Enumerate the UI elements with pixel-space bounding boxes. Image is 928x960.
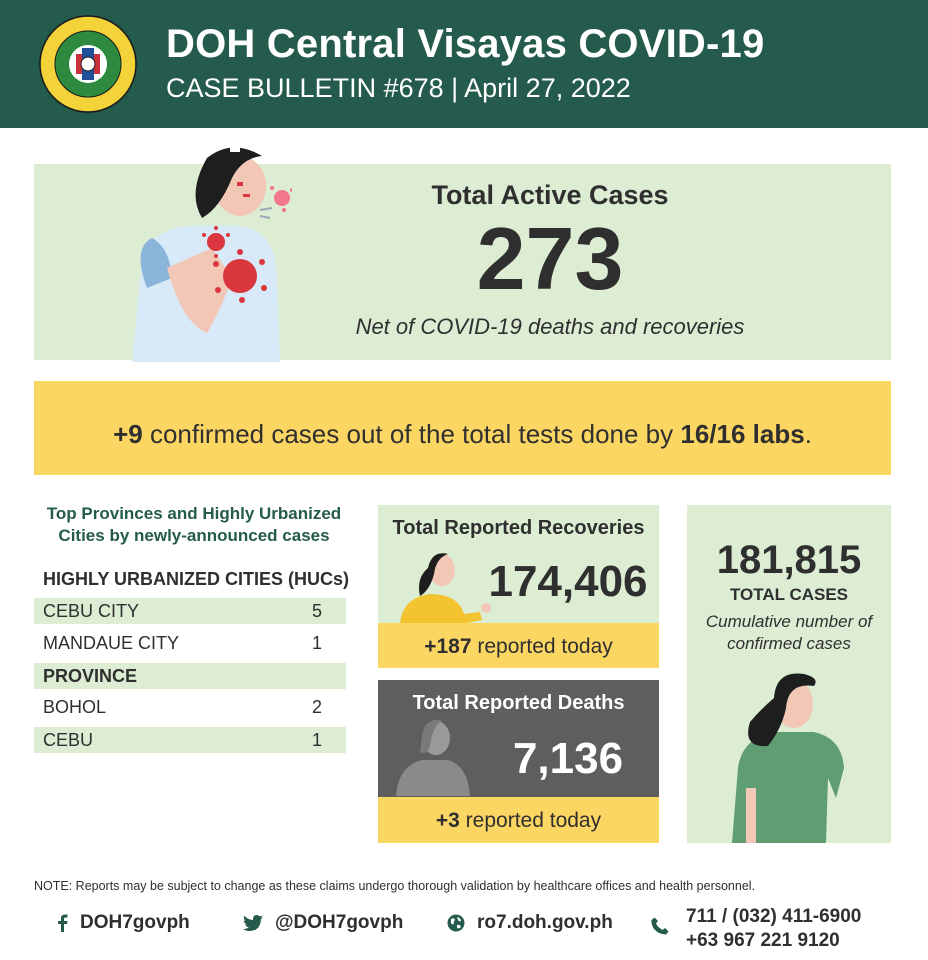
total-cases-label: TOTAL CASES: [729, 585, 849, 604]
table-row: [34, 598, 346, 624]
deaths-today-bar: [378, 797, 659, 843]
phone-number-line-1: 711 / (032) 411-6900: [686, 906, 862, 927]
labs-count: 16/16 labs: [680, 419, 805, 449]
person-silhouette-illustration: [392, 716, 474, 796]
table-row: [34, 694, 346, 720]
deaths-today-count: +3: [435, 809, 460, 832]
recoveries-today-count: +187: [424, 635, 472, 658]
twitter-contact[interactable]: [243, 912, 403, 934]
total-cases-note: Cumulative number of confirmed cases: [705, 612, 873, 653]
total-cases-value: 181,815: [716, 538, 862, 582]
coughing-woman-illustration: [112, 138, 292, 362]
facebook-contact[interactable]: [56, 912, 190, 934]
facebook-icon: [56, 914, 68, 932]
phone-numbers[interactable]: [686, 905, 861, 953]
table-row: [34, 727, 346, 753]
table-row: [34, 663, 346, 689]
row-name: HIGHLY URBANIZED CITIES (HUCs): [43, 569, 350, 589]
deaths-value: 7,136: [512, 734, 624, 783]
row-name: CEBU: [43, 730, 94, 750]
row-count: 2: [311, 697, 322, 717]
confirmed-cases-text: [34, 419, 891, 450]
table-row: [34, 630, 346, 656]
confirmed-end-text: .: [804, 419, 812, 449]
row-name: BOHOL: [43, 697, 107, 717]
standing-woman-illustration: [724, 668, 852, 843]
row-count: 5: [311, 601, 322, 621]
header-bar: [0, 0, 928, 128]
row-count: 1: [311, 730, 322, 750]
confirmed-cases-banner: [34, 381, 891, 475]
facebook-handle: DOH7govph: [80, 912, 190, 933]
deaths-title: Total Reported Deaths: [412, 692, 625, 714]
website-url: ro7.doh.gov.ph: [477, 912, 613, 933]
globe-icon: [447, 914, 465, 932]
doh-seal-logo: [38, 14, 138, 114]
provinces-title: Top Provinces and Highly Urbanized Cities by newly-announced cases: [46, 504, 342, 545]
bulletin-subtitle: CASE BULLETIN #678 | April 27, 2022: [166, 73, 631, 103]
confirmed-middle-text: confirmed cases out of the total tests done by: [142, 419, 681, 449]
recoveries-today-bar: [378, 623, 659, 668]
deaths-today-label: reported today: [459, 809, 602, 832]
row-name: CEBU CITY: [43, 601, 140, 621]
recoveries-value: 174,406: [488, 557, 648, 606]
bulletin-title: DOH Central Visayas COVID-19: [166, 22, 765, 66]
row-count: 1: [311, 633, 322, 653]
active-cases-note: Net of COVID-19 deaths and recoveries: [355, 314, 745, 339]
twitter-handle: @DOH7govph: [275, 912, 404, 933]
recoveries-title: Total Reported Recoveries: [392, 517, 645, 539]
recoveries-today-label: reported today: [471, 635, 613, 658]
phone-icon: [651, 917, 669, 935]
active-cases-title: Total Active Cases: [431, 180, 669, 210]
table-row: [34, 566, 350, 592]
confirmed-count: +9: [113, 419, 143, 449]
active-cases-value: 273: [476, 209, 624, 308]
website-contact[interactable]: [447, 912, 613, 934]
twitter-icon: [243, 915, 263, 932]
row-name: PROVINCE: [43, 666, 138, 686]
disclaimer-note: NOTE: Reports may be subject to change as these claims undergo thorough validation by healthcare offices and health personnel.: [34, 879, 756, 893]
phone-number-line-2: +63 967 221 9120: [686, 930, 840, 951]
row-name: MANDAUE CITY: [43, 633, 180, 653]
